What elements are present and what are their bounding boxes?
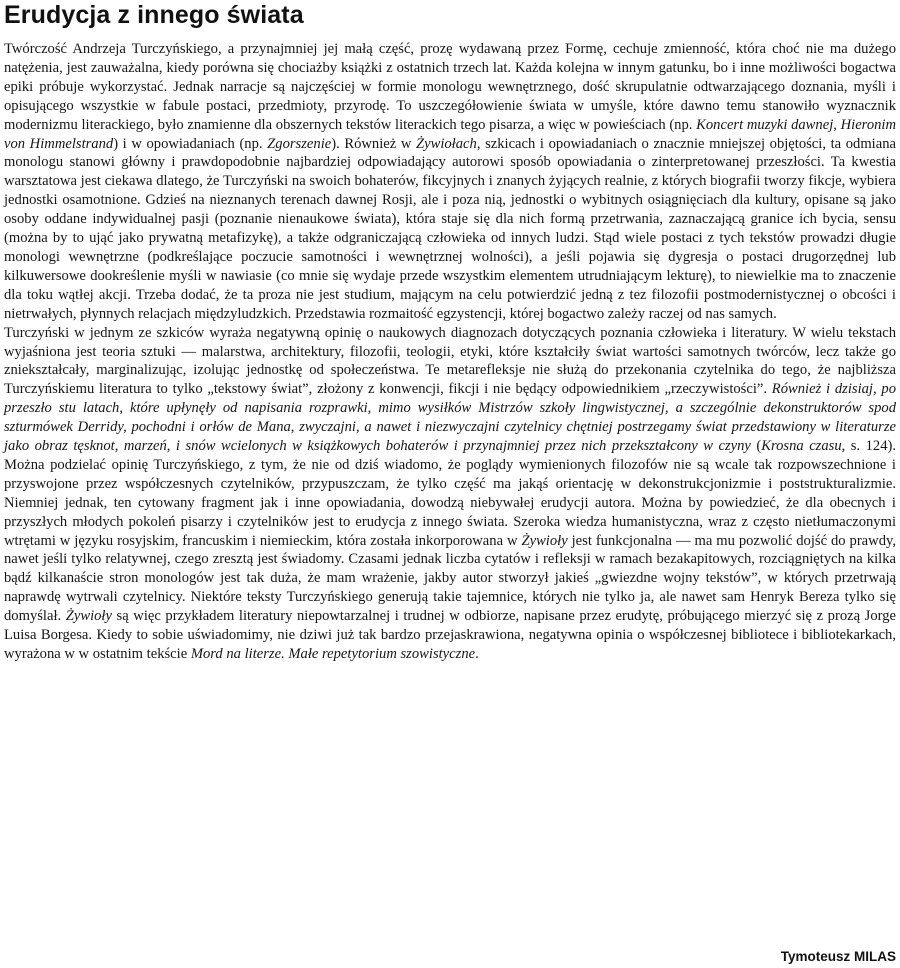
paragraph-1 [4,40,896,324]
paragraph-text: są więc przykładem literatury niepowtarzalnej i trudnej w odbiorze, napisane przez erudytę, próbującego mierzyć się z prozą Jorge Luisa Borgesa. Kiedy to sobie uświadomimy, nie dziwi już tak bardzo przejaskrawiona, negatywna opinia o współczesnej bibliotece i bibliotekarkach, wyrażona w w ostatnim tekście [4,608,896,662]
paragraph-text: jest funkcjonalna — ma mu pozwolić dojść do prawdy, nawet jeśli tylko relatywnej, czego zresztą jest świadomy. Czasami jednak liczba cytatów i refleksji w ramach bezakapitowych, rozciągniętych na kilka bądź kilkanaście stron monologów jest tak duża, że mam wrażenie, jakby autor stworzył jakieś „gwiezdne wojny tekstów”, w których przetrwają naprawdę wytrwali czytelnicy. Niektóre teksty Turczyńskiego generują takie tajemnice, których nie tylko ja, ale nawet sam Henryk Bereza tylko się domyślał. [4,532,896,625]
book-title-italic: Żywiołach [416,135,477,152]
paragraph-text: , szkicach i opowiadaniach o znacznie mniejszej objętości, ta odmiana monologu stanowi główny i prawdopodobnie najbardziej odpowiadający autorowi sposób opowiadania o zinterpretowanej przeszłości. Ta kwestia warsztatowa jest ciekawa dlatego, że Turczyński na swoich bohaterów, fikcyjnych i znanych żyjących realnie, z których biografii tworzy fikcje, wybiera jednostki osamotnione. Gdzieś na nieznanych terenach dawnej Rosji, ale i poza nią, jednostki o wybitnych osiągnięciach dla kultury, opisane są jako osoby oddane indywidualnej pasji (poznanie nienaukowe świata), która staje się dla nich formą przetrwania, zaznaczającą granice ich bycia, sensu (można by to ująć jako prywatną metafizykę), a także odgraniczającą człowieka od innych ludzi. Stąd wiele postaci z tych tekstów prowadzi długie monologi wewnętrzne (podkreślające poczucie samotności i wewnętrznej wolności), a jeśli pojawia się dygresja o postaci drugorzędnej lub kilkuwersowe dookreślenie myśli w nawiasie (co mnie się wydaje przede wszystkim elementem utrudniającym lekturę), to niewielkie ma to znaczenie dla toku wątłej akcji. Trzeba dodać, że ta proza nie jest studium, mającym na celu potwierdzić jedną z tez filozofii postmodernistycznej o obcości i nietrwałych, płynnych relacjach międzyludzkich. Przedstawia rozmaitość egzystencji, której bogactwo zależy raczej od nas samych. [4,135,896,322]
book-title-italic: Żywioły [65,608,112,625]
paragraph-text: ( [750,438,762,455]
paragraph-text: Twórczość Andrzeja Turczyńskiego, a przynajmniej jej małą część, prozę wydawaną przez Formę, cechuje zmienność, która choć nie ma dużego natężenia, jest zauważalna, kiedy porówna się chociażby książki z ostatnich trzech lat. Każda kolejna w innym gatunku, bo i inne możliwości bogactwa epiki próbuje wykorzystać. Jednak narracje są najczęściej w formie monologu wewnętrznego, dość skrupulatnie odtwarzającego doznania, myśli i opisującego wszystkie w fabule postaci, przedmioty, przyrodę. To uszczegółowienie świata w umyśle, które dawno temu stanowiło wyznacznik modernizmu literackiego, było znamienne dla obszernych tekstów literackich tego pisarza, a więc w powieściach (np. [4,41,896,133]
book-title-italic: Krosna czasu [761,438,842,455]
paragraph-text: . [475,646,479,662]
book-title-italic: Hieronim von Himmelstrand [4,116,897,152]
paragraph-text: , s. 124). Można podzielać opinię Turczyńskiego, z tym, że nie od dziś wiadomo, że poglądy wymienionych filozofów nie są wcale tak rozpowszechnione i przyswojone przez współczesnych czytelników, przypuszczam, że tylko część ma jakąś orientację w dekonstrukcjonizmie i poststrukturalizmie. Niemniej jednak, ten cytowany fragment jak i inne opowiadania, dowodzą niebywałej erudycji autora. Można by powiedzieć, że dla obecnych i przyszłych młodych pokoleń pisarzy i czytelników jest to erudycja z innego świata. Szeroka wiedza humanistyczna, wraz z często nietłumaczonymi wtrętami w języku rosyjskim, francuskim i niemieckim, która została inkorporowana w [4,438,896,549]
article-title: Erudycja z innego świata [4,1,304,29]
book-title-italic: Zgorszenie [267,135,332,152]
article-body [4,40,896,664]
paragraph-2 [4,324,896,664]
author-signature: Tymoteusz MILAS [780,949,896,964]
quotation-italic: Również i dzisiaj, po przeszło stu latach, które upłynęły od napisania rozprawki, mimo wysiłków Mistrzów szkoły lingwistycznej, a szczególnie dekonstruktorów spod szturmówek Derridy, pochodni i orłów de Mana, zwyczajni, a nawet i niezwyczajni czytelnicy chętniej postrzegamy świat przedstawiony w literaturze jako obraz tęsknot, marzeń, i snów wcielonych w książkowych bohaterów i przynajmniej przez nich przekształcony w czyny [4,381,897,455]
book-title-italic: Mord na literze. Małe repetytorium szowistyczne [190,646,476,662]
book-title-italic: Żywioły [521,532,568,549]
book-title-italic: Koncert muzyki dawnej [696,116,834,133]
paragraph-text: ). Również w [331,135,416,152]
paragraph-text: , [833,116,841,133]
paragraph-text: Turczyński w jednym ze szkiców wyraża negatywną opinię o naukowych diagnozach dotyczących poznania człowieka i literatury. W wielu tekstach wyjaśniona jest teoria sztuki — malarstwa, architektury, filozofii, teologii, etyki, które kształciły świat wartości samotnych twórców, lecz także go zniekształcały, marginalizując, izolując jednostkę od społeczeństwa. Te metarefleksje nie służą do przekonania czytelnika do tego, że najbliższa Turczyńskiemu literatura to tylko „tekstowy świat”, złożony z konwencji, fikcji i nie będący odpowiednikiem „rzeczywistości”. [4,324,896,398]
paragraph-text: ) i w opowiadaniach (np. [113,135,268,152]
